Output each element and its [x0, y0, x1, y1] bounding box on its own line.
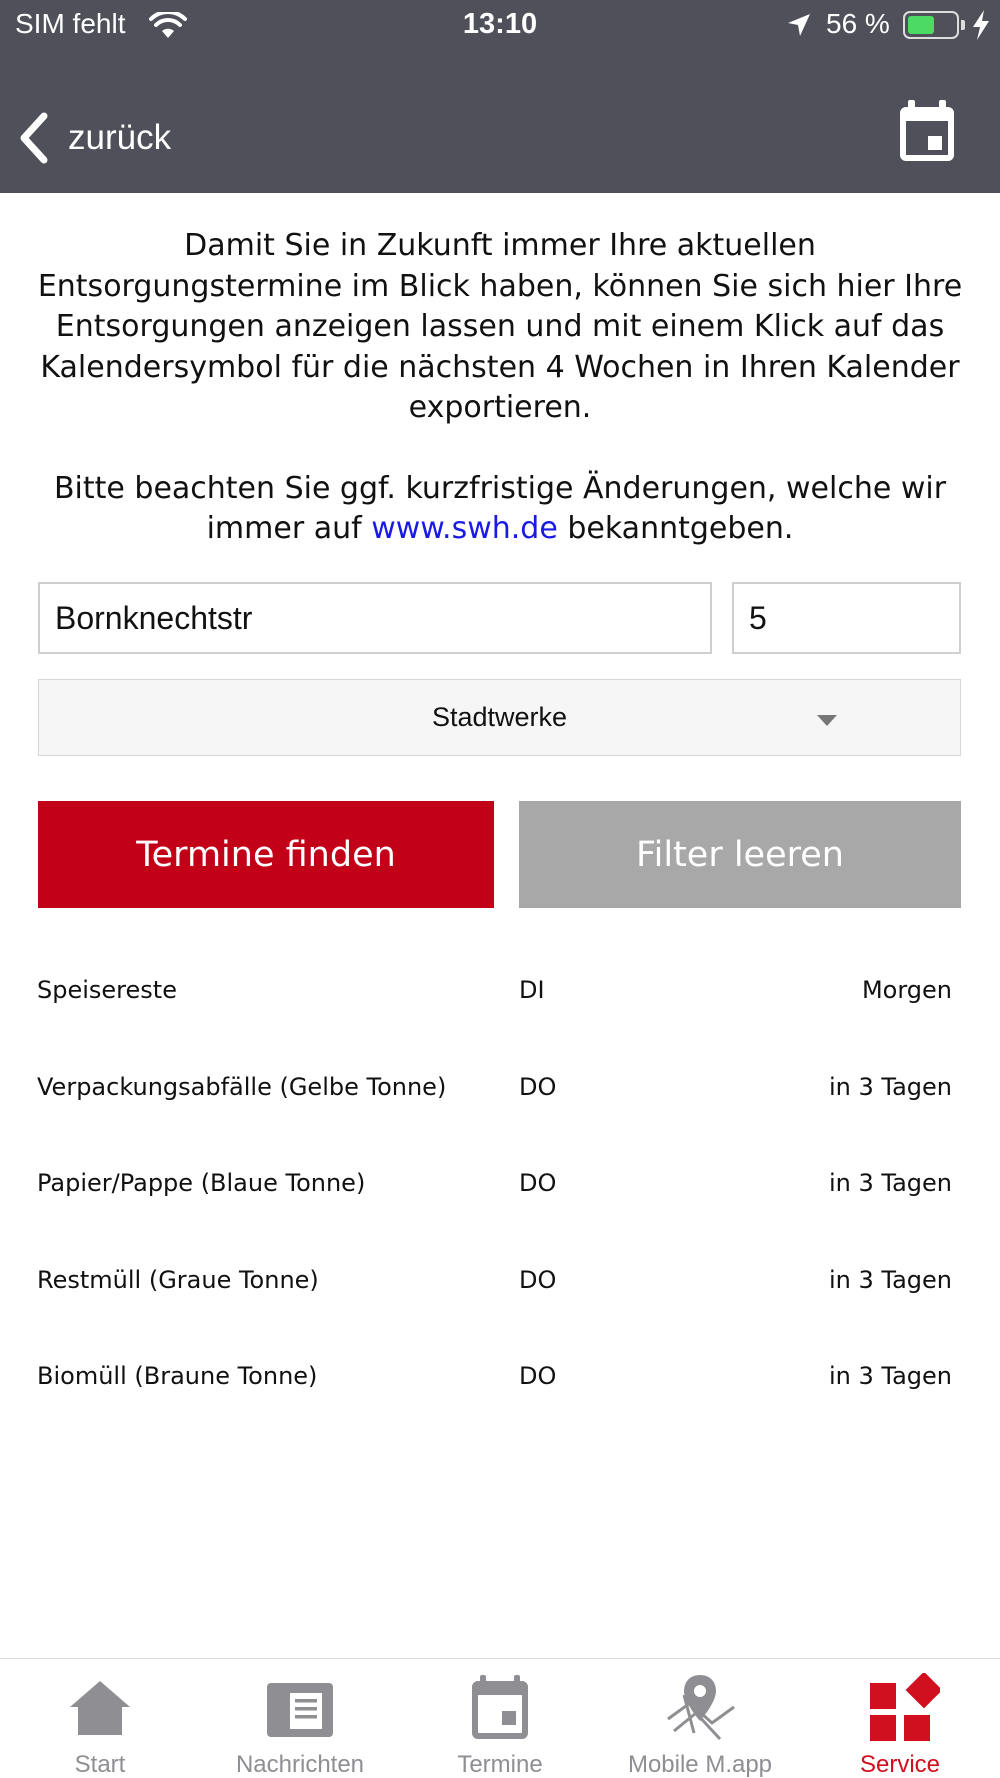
dropdown-arrow-icon	[817, 715, 837, 726]
carrier-label: SIM fehlt	[15, 8, 126, 39]
weekday: DO	[519, 1169, 557, 1197]
location-arrow-icon	[786, 12, 812, 38]
house-number-input[interactable]: 5	[732, 582, 961, 654]
header-bar	[0, 0, 1000, 193]
waste-type: Papier/Pappe (Blaue Tonne)	[37, 1169, 366, 1197]
relative-date: in 3 Tagen	[828, 1072, 952, 1101]
list-item[interactable]	[37, 1326, 952, 1423]
tab-dates[interactable]	[400, 1659, 600, 1778]
provider-select[interactable]	[38, 679, 961, 756]
tab-label: Service	[859, 1751, 941, 1778]
list-item[interactable]	[37, 1133, 952, 1230]
tab-mobile-mapp[interactable]	[600, 1659, 800, 1778]
status-bar	[0, 0, 1000, 52]
tab-service[interactable]	[800, 1659, 1000, 1778]
home-icon	[60, 1673, 140, 1747]
charging-bolt-icon	[970, 9, 992, 41]
street-input[interactable]: Bornknechtstr	[38, 582, 712, 654]
waste-type: Restmüll (Graue Tonne)	[37, 1265, 319, 1294]
newspaper-icon	[260, 1673, 340, 1747]
weekday: DI	[519, 976, 545, 1004]
weekday: DO	[519, 1362, 557, 1390]
list-item[interactable]	[37, 1037, 952, 1134]
list-item[interactable]	[37, 940, 952, 1037]
chevron-left-icon	[16, 110, 50, 166]
change-note	[30, 469, 970, 550]
service-grid-icon	[860, 1673, 940, 1747]
battery-icon	[903, 11, 959, 39]
relative-date: in 3 Tagen	[828, 1169, 952, 1197]
tab-label: Mobile M.app	[627, 1751, 773, 1778]
swh-link[interactable]: www.swh.de	[371, 511, 558, 546]
waste-type: Speisereste	[37, 976, 177, 1004]
results-list	[37, 940, 952, 1423]
tab-bar	[0, 1658, 1000, 1778]
battery-percent: 56 %	[826, 8, 890, 39]
intro-paragraph: Damit Sie in Zukunft immer Ihre aktuellen Entsorgungstermine im Blick haben, können Sie sich hier Ihre Entsorgungen anzeigen lassen und mit einem Klick auf das Kalendersymbol für die nächsten 4 Wochen in Ihren Kalender exportieren.	[37, 228, 963, 425]
waste-type: Biomüll (Braune Tonne)	[37, 1362, 318, 1390]
map-pin-icon	[660, 1673, 740, 1747]
weekday: DO	[519, 1265, 557, 1294]
tab-label: Termine	[457, 1751, 543, 1778]
note-text-end: bekanntgeben.	[557, 511, 794, 546]
provider-selected-value: Stadtwerke	[431, 702, 568, 732]
waste-type: Verpackungsabfälle (Gelbe Tonne)	[37, 1072, 447, 1101]
relative-date: in 3 Tagen	[828, 1362, 952, 1390]
battery-tip	[961, 20, 965, 30]
tab-label: Nachrichten	[235, 1751, 365, 1778]
clear-filter-button[interactable]: Filter leeren	[519, 801, 961, 908]
note-text: Bitte beachten Sie ggf. kurzfristige Änderungen, welche wir immer auf	[53, 470, 947, 546]
clock: 13:10	[462, 8, 538, 40]
weekday: DO	[519, 1072, 557, 1101]
list-item[interactable]	[37, 1230, 952, 1327]
relative-date: Morgen	[861, 976, 952, 1004]
tab-label: Start	[74, 1751, 126, 1778]
relative-date: in 3 Tagen	[828, 1265, 952, 1294]
find-dates-button[interactable]: Termine finden	[38, 801, 494, 908]
tab-start[interactable]	[0, 1659, 200, 1778]
calendar-icon	[460, 1673, 540, 1747]
intro-text	[30, 226, 970, 550]
calendar-export-icon[interactable]	[896, 98, 958, 164]
back-label: zurück	[68, 118, 172, 157]
tab-news[interactable]	[200, 1659, 400, 1778]
back-button[interactable]	[16, 108, 171, 168]
